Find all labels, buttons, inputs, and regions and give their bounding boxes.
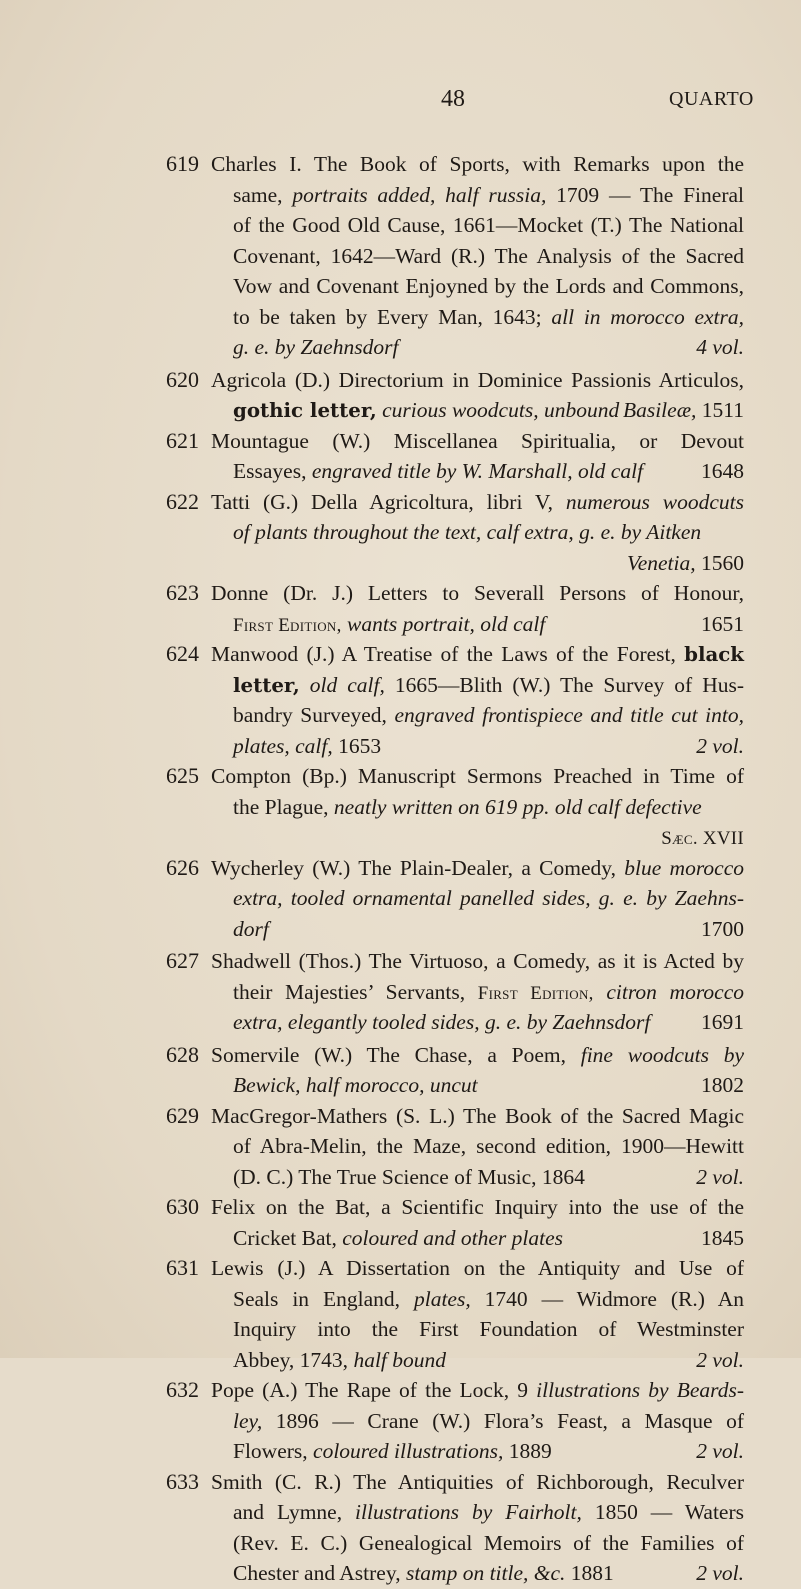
line-text xyxy=(211,761,744,792)
text-segment: wants portrait, old calf xyxy=(341,611,546,636)
lot-entry xyxy=(166,1101,744,1193)
line-text xyxy=(233,1070,478,1101)
text-segment: neatly written on 619 pp. old calf defective xyxy=(333,794,702,819)
description-line xyxy=(233,1314,744,1345)
lot-list xyxy=(166,149,744,1589)
line-text xyxy=(233,332,398,363)
text-segment: 1709 — The Fineral xyxy=(546,182,744,207)
lot-number: 630 xyxy=(166,1194,199,1219)
text-segment: of plants throughout the text, calf extra, g. e. by Aitken xyxy=(233,520,702,544)
description-line xyxy=(233,1007,744,1038)
text-segment: 2 vol. xyxy=(696,1561,744,1585)
line-trailing-text xyxy=(701,1070,744,1101)
lot-number: 623 xyxy=(166,580,199,605)
line-text xyxy=(211,1253,744,1284)
line-text xyxy=(233,1528,744,1559)
description-line xyxy=(233,977,744,1008)
line-text xyxy=(233,1436,552,1467)
line-text xyxy=(211,946,744,977)
line-text xyxy=(233,1406,744,1437)
description-line xyxy=(233,1436,744,1467)
text-segment: numerous woodcuts xyxy=(565,489,744,514)
line-text xyxy=(233,1007,650,1038)
description-line xyxy=(233,210,744,241)
description-line xyxy=(233,883,744,914)
lot-entry xyxy=(166,426,744,487)
text-segment: Cricket Bat, xyxy=(233,1225,343,1250)
description-line xyxy=(233,792,744,823)
lot-number: 626 xyxy=(166,854,199,880)
description-line xyxy=(233,548,744,579)
line-text xyxy=(211,1467,744,1498)
text-segment: 2 vol. xyxy=(696,1439,744,1463)
lot-number: 620 xyxy=(166,366,199,392)
line-text xyxy=(233,914,269,945)
line-text xyxy=(233,609,545,640)
lot-number: 628 xyxy=(166,1041,199,1067)
line-text xyxy=(233,792,702,823)
line-trailing-text xyxy=(696,731,744,762)
line-text xyxy=(233,271,744,302)
lot-number: 625 xyxy=(166,763,199,788)
text-segment: illustrations by Beards- xyxy=(536,1378,744,1402)
text-segment: Smith (C. R.) The Antiquities of Richborough, Reculver xyxy=(211,1469,744,1494)
line-text xyxy=(233,456,643,487)
text-segment: and Lymne, xyxy=(233,1500,356,1524)
description-line xyxy=(211,149,744,180)
text-segment: stamp on title, &c. xyxy=(405,1561,566,1585)
text-segment: portraits added, half russia, xyxy=(292,182,547,207)
description-line xyxy=(233,670,744,701)
text-segment: same, xyxy=(233,182,293,207)
text-segment: Manwood (J.) A Treatise of the Laws of the Forest, xyxy=(211,642,685,666)
text-segment: coloured illustrations, xyxy=(313,1439,504,1463)
text-segment: Essayes, xyxy=(233,459,312,483)
text-segment: to be taken by Every Man, 1643; xyxy=(233,304,552,329)
description-line xyxy=(233,1162,744,1193)
text-segment: 1700 xyxy=(701,916,744,941)
description-line xyxy=(211,1040,744,1071)
text-segment: plates, calf, xyxy=(233,733,333,758)
description-line xyxy=(211,1101,744,1132)
text-segment: First Edition, xyxy=(477,982,594,1004)
text-segment: extra, elegantly tooled sides, g. e. by Zaehnsdorf xyxy=(233,1010,651,1034)
line-text xyxy=(233,1314,744,1345)
text-segment: 1651 xyxy=(701,611,744,636)
text-segment: Seals in England, xyxy=(233,1286,414,1311)
text-segment: blue morocco xyxy=(624,855,744,880)
text-segment: Mountague (W.) Miscellanea Spiritualia, or Devout xyxy=(211,428,744,453)
description-line xyxy=(211,365,744,396)
lot-entry xyxy=(166,1253,744,1375)
description-line xyxy=(233,456,744,487)
line-text xyxy=(233,1345,446,1376)
line-trailing-text xyxy=(623,395,744,426)
lot-number: 624 xyxy=(166,641,199,666)
description-line xyxy=(211,1375,744,1406)
description-line xyxy=(233,914,744,945)
text-segment: Sæc. XVII xyxy=(661,828,744,849)
lot-entry xyxy=(166,946,744,1038)
description-line xyxy=(233,731,744,762)
text-segment: Tatti (G.) Della Agricoltura, libri V, xyxy=(211,489,566,514)
text-segment: Flowers, xyxy=(233,1439,314,1463)
text-segment: 1896 — Crane (W.) Flora’s Feast, a Masque of xyxy=(262,1408,744,1433)
lot-entry xyxy=(166,1192,744,1253)
description-line xyxy=(211,853,744,884)
line-text xyxy=(233,731,381,762)
line-trailing-text xyxy=(696,1558,744,1589)
line-text xyxy=(211,1101,744,1132)
line-text xyxy=(211,1192,744,1223)
line-text xyxy=(211,1040,744,1071)
text-segment: 1850 — Waters xyxy=(581,1500,744,1524)
line-text xyxy=(233,1284,744,1315)
line-trailing-text xyxy=(701,1007,744,1038)
line-text xyxy=(211,487,744,518)
description-line xyxy=(211,761,744,792)
text-segment: Shadwell (Thos.) The Virtuoso, a Comedy, as it is Acted by xyxy=(211,949,744,973)
text-segment: citron morocco xyxy=(593,979,744,1004)
description-line xyxy=(211,1467,744,1498)
text-segment: Somervile (W.) The Chase, a Poem, xyxy=(211,1042,581,1067)
text-segment: 1653 xyxy=(332,733,382,758)
description-line xyxy=(233,1345,744,1376)
text-segment: 1665—Blith (W.) The Survey of Hus- xyxy=(384,672,744,697)
text-segment: Chester and Astrey, xyxy=(233,1561,406,1585)
description-line xyxy=(233,700,744,731)
text-segment: bandry Surveyed, xyxy=(233,703,395,727)
lot-entry xyxy=(166,853,744,945)
lot-number: 632 xyxy=(166,1377,199,1402)
text-segment: of Abra-Melin, the Maze, second edition, 1900—Hewitt xyxy=(233,1134,744,1158)
lot-number: 622 xyxy=(166,488,199,514)
text-segment: 2 vol. xyxy=(696,1164,744,1189)
description-line xyxy=(233,1131,744,1162)
text-segment: of the Good Old Cause, 1661—Mocket (T.) The National xyxy=(233,213,744,237)
text-segment: g. e. by Zaehnsdorf xyxy=(233,335,399,359)
text-segment: Venetia, xyxy=(626,550,696,575)
line-text xyxy=(211,853,744,884)
description-line xyxy=(233,1558,744,1589)
lot-entry xyxy=(166,149,744,363)
lot-entry xyxy=(166,365,744,426)
lot-entry xyxy=(166,761,744,853)
description-line xyxy=(233,395,744,426)
text-segment: (D. C.) The True Science of Music, 1864 xyxy=(233,1164,585,1189)
line-text xyxy=(233,395,619,426)
line-text xyxy=(233,1162,585,1193)
line-trailing-text xyxy=(627,548,744,579)
description-line xyxy=(211,639,744,670)
lot-entry xyxy=(166,639,744,761)
description-line xyxy=(233,1528,744,1559)
line-text xyxy=(233,1497,744,1528)
text-segment: 1845 xyxy=(701,1225,744,1250)
line-trailing-text xyxy=(701,609,744,640)
description-line xyxy=(233,1406,744,1437)
text-segment: letter, xyxy=(233,672,300,697)
line-text xyxy=(211,149,744,180)
text-segment: coloured and other plates xyxy=(342,1225,564,1250)
text-segment: Vow and Covenant Enjoyned by the Lords and Commons, xyxy=(233,274,744,298)
line-text xyxy=(233,180,744,211)
text-segment: extra, tooled ornamental panelled sides, g. e. by Zaehns- xyxy=(233,886,744,910)
description-line xyxy=(233,332,744,363)
text-segment: illustrations by Fairholt, xyxy=(355,1500,582,1524)
text-segment: engraved title by W. Marshall, old calf xyxy=(311,459,644,483)
description-line xyxy=(233,241,744,272)
text-segment: MacGregor-Mathers (S. L.) The Book of the Sacred Magic xyxy=(211,1103,744,1128)
text-segment: their Majesties’ Servants, xyxy=(233,979,478,1004)
description-line xyxy=(211,1253,744,1284)
text-segment: 1560 xyxy=(695,550,744,575)
line-text xyxy=(233,210,744,241)
description-line xyxy=(233,822,744,853)
lot-number: 629 xyxy=(166,1102,199,1128)
text-segment: Abbey, 1743, xyxy=(233,1347,354,1372)
line-text xyxy=(211,426,744,457)
text-segment: ley, xyxy=(233,1408,263,1433)
line-trailing-text xyxy=(701,914,744,945)
description-line xyxy=(211,426,744,457)
line-text xyxy=(211,578,744,609)
line-text xyxy=(233,670,744,701)
line-text xyxy=(233,302,744,333)
line-text xyxy=(211,1375,744,1406)
line-text xyxy=(233,1558,614,1589)
line-trailing-text xyxy=(696,1345,744,1376)
lot-number: 619 xyxy=(166,151,199,176)
lot-entry xyxy=(166,1040,744,1101)
text-segment: Felix on the Bat, a Scientific Inquiry into the use of the xyxy=(211,1195,744,1219)
text-segment: Donne (Dr. J.) Letters to Severall Persons of Honour, xyxy=(211,581,744,605)
text-segment: 4 vol. xyxy=(696,335,744,359)
text-segment: Bewick, half morocco, uncut xyxy=(233,1073,478,1097)
text-segment: gothic letter, xyxy=(233,398,377,422)
text-segment: Charles I. The Book of Sports, with Remarks upon the xyxy=(211,152,744,176)
text-segment: 1802 xyxy=(701,1073,744,1097)
lot-number: 631 xyxy=(166,1255,199,1280)
lot-entry xyxy=(166,487,744,579)
text-segment: (Rev. E. C.) Genealogical Memoirs of the Families of xyxy=(233,1530,744,1555)
description-line xyxy=(233,517,744,548)
description-line xyxy=(233,1070,744,1101)
section-heading: QUARTO xyxy=(669,88,754,110)
line-text xyxy=(211,365,744,396)
text-segment: Wycherley (W.) The Plain-Dealer, a Comedy, xyxy=(211,855,625,880)
description-line xyxy=(211,1192,744,1223)
text-segment: Lewis (J.) A Dissertation on the Antiquity and Use of xyxy=(211,1256,744,1280)
description-line xyxy=(233,1284,744,1315)
description-line xyxy=(233,1497,744,1528)
line-trailing-text xyxy=(701,1223,744,1254)
lot-number: 621 xyxy=(166,427,199,453)
line-text xyxy=(233,700,744,731)
description-line xyxy=(233,609,744,640)
description-line xyxy=(233,1223,744,1254)
line-text xyxy=(233,977,744,1008)
line-trailing-text xyxy=(661,822,744,853)
line-text xyxy=(233,1223,563,1254)
text-segment: half bound xyxy=(353,1347,447,1372)
text-segment: 2 vol. xyxy=(696,733,744,758)
page-number: 48 xyxy=(441,86,465,112)
lot-entry xyxy=(166,578,744,639)
text-segment: 1691 xyxy=(701,1010,744,1034)
description-line xyxy=(211,946,744,977)
description-line xyxy=(211,578,744,609)
text-segment: all in morocco extra, xyxy=(551,304,745,329)
text-segment: Compton (Bp.) Manuscript Sermons Preached in Time of xyxy=(211,764,744,788)
description-line xyxy=(233,180,744,211)
line-text xyxy=(233,883,744,914)
line-text xyxy=(233,1131,744,1162)
line-text xyxy=(211,639,744,670)
line-trailing-text xyxy=(696,1436,744,1467)
text-segment: 1889 xyxy=(503,1439,552,1463)
text-segment: 1740 — Widmore (R.) An xyxy=(470,1286,744,1311)
text-segment: 2 vol. xyxy=(696,1347,744,1372)
text-segment: dorf xyxy=(233,916,269,941)
text-segment: 1881 xyxy=(565,1561,614,1585)
text-segment: 1648 xyxy=(701,459,744,483)
text-segment: the Plague, xyxy=(233,794,334,819)
text-segment: First Edition, xyxy=(233,614,342,636)
text-segment: 1511 xyxy=(696,398,744,422)
line-trailing-text xyxy=(696,332,744,363)
line-trailing-text xyxy=(701,456,744,487)
line-text xyxy=(233,517,701,548)
line-text xyxy=(233,241,744,272)
lot-number: 633 xyxy=(166,1468,199,1494)
description-line xyxy=(211,487,744,518)
text-segment: Covenant, 1642—Ward (R.) The Analysis of the Sacred xyxy=(233,243,744,268)
text-segment: Agricola (D.) Directorium in Dominice Passionis Articulos, xyxy=(211,367,744,392)
text-segment: fine woodcuts by xyxy=(580,1042,744,1067)
text-segment: Basileæ, xyxy=(622,398,697,422)
text-segment: engraved frontispiece and title cut into, xyxy=(394,703,745,727)
text-segment: Inquiry into the First Foundation of Westminster xyxy=(233,1317,744,1341)
text-segment: Pope (A.) The Rape of the Lock, 9 xyxy=(211,1378,537,1402)
description-line xyxy=(233,271,744,302)
text-segment: curious woodcuts, unbound xyxy=(376,398,620,422)
lot-entry xyxy=(166,1467,744,1589)
lot-entry xyxy=(166,1375,744,1467)
text-segment: plates, xyxy=(413,1286,471,1311)
lot-number: 627 xyxy=(166,948,199,973)
text-segment: black xyxy=(684,642,744,666)
line-trailing-text xyxy=(696,1162,744,1193)
text-segment: old calf, xyxy=(299,672,385,697)
description-line xyxy=(233,302,744,333)
